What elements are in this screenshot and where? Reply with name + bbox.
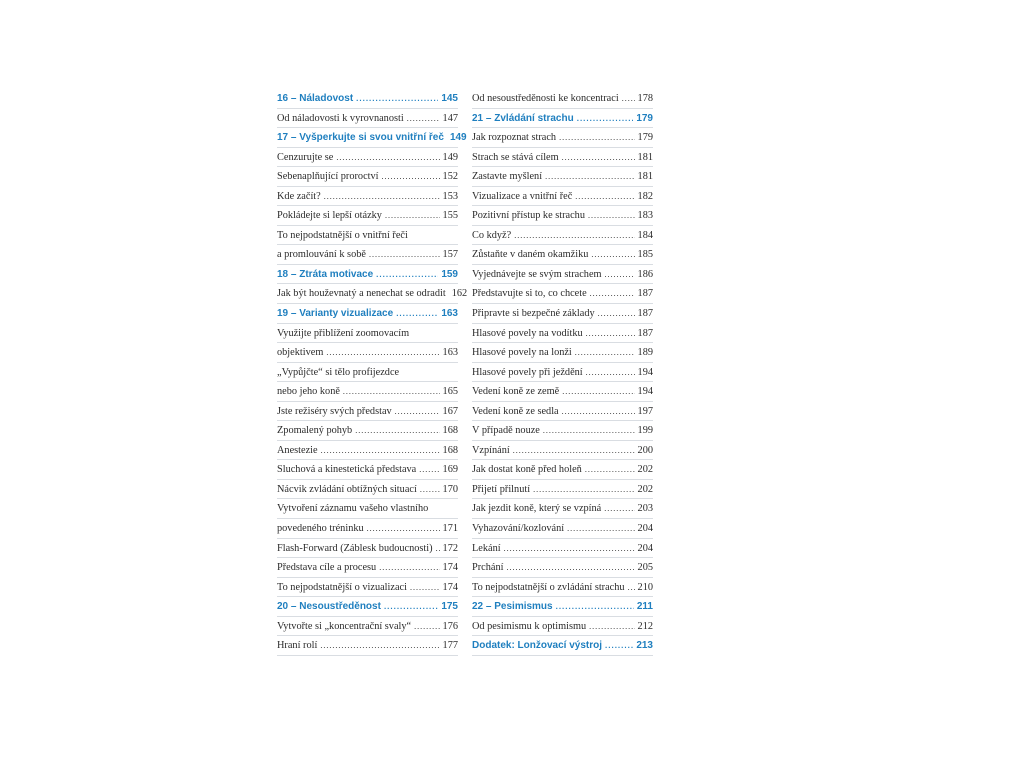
toc-leader-dots: [384, 597, 438, 617]
toc-entry: [277, 382, 458, 402]
toc-page-number: 149: [449, 132, 467, 144]
toc-page-number: 210: [637, 581, 653, 593]
toc-entry: [472, 402, 653, 422]
toc-entry-title: Vzpínání: [472, 444, 510, 456]
toc-entry-title: Kde začít?: [277, 190, 321, 202]
toc-entry-title: Pokládejte si lepší otázky: [277, 210, 382, 222]
toc-entry: [472, 617, 653, 637]
toc-page-number: 169: [442, 464, 458, 476]
toc-entry: [277, 421, 458, 441]
toc-leader-dots: [514, 226, 634, 246]
toc-entry-title: Vizualizace a vnitřní řeč: [472, 190, 573, 202]
toc-entry: [472, 206, 653, 226]
toc-page-number: 204: [637, 523, 653, 535]
toc-entry: [472, 519, 653, 539]
toc-entry: [472, 363, 653, 383]
toc-leader-dots: [379, 558, 439, 578]
toc-chapter-heading: [277, 89, 458, 109]
toc-page-number: 212: [637, 620, 653, 632]
toc-chapter-heading: [472, 597, 653, 617]
toc-entry-title: Jak být houževnatý a nenechat se odradit: [277, 288, 446, 300]
toc-entry-title: Lekání: [472, 542, 501, 554]
toc-page-number: 145: [441, 93, 458, 104]
toc-entry-title: Zpomalený pohyb: [277, 425, 353, 437]
toc-leader-dots: [382, 167, 440, 187]
toc-page-number: 181: [637, 151, 653, 163]
toc-entry: [277, 109, 458, 129]
toc-entry: [472, 382, 653, 402]
toc-page-number: 200: [637, 444, 653, 456]
toc-entry: [277, 519, 458, 539]
toc-leader-dots: [324, 187, 440, 207]
toc-leader-dots: [585, 460, 635, 480]
toc-page-number: 157: [442, 249, 458, 261]
toc-entry: [277, 558, 458, 578]
toc-leader-dots: [410, 578, 440, 598]
toc-leader-dots: [420, 480, 440, 500]
toc-entry-title: povedeného tréninku: [277, 523, 364, 535]
toc-page-number: 163: [442, 347, 458, 359]
toc-entry: [472, 148, 653, 168]
toc-entry-title: Prchání: [472, 562, 504, 574]
toc-leader-dots: [591, 245, 634, 265]
toc-chapter-heading: [277, 597, 458, 617]
toc-entry: [277, 499, 458, 519]
toc-entry-title: Jak jezdit koně, který se vzpíná: [472, 503, 602, 515]
toc-page-number: 178: [637, 93, 653, 104]
toc-entry-title: Anestezie: [277, 444, 318, 456]
toc-entry-title: Od nesoustředěnosti ke koncentraci: [472, 93, 619, 104]
toc-leader-dots: [586, 324, 635, 344]
toc-entry-title: Hlasové povely při ježdění: [472, 366, 583, 378]
toc-leader-dots: [513, 441, 635, 461]
toc-leader-dots: [598, 304, 635, 324]
toc-entry: [472, 421, 653, 441]
toc-page-number: 202: [637, 464, 653, 476]
toc-entry-title: Představujte si to, co chcete: [472, 288, 587, 300]
toc-leader-dots: [575, 187, 634, 207]
toc-page-number: 165: [442, 386, 458, 398]
toc-entry: [472, 128, 653, 148]
toc-entry: [277, 539, 458, 559]
toc-entry-title: „Vypůjčte“ si tělo profijezdce: [277, 366, 400, 378]
toc-entry-title: Nácvik zvládání obtížných situací: [277, 483, 417, 495]
toc-page-number: 183: [637, 210, 653, 222]
toc-page-number: 184: [637, 229, 653, 241]
toc-leader-dots: [562, 402, 635, 422]
toc-entry-title: Co když?: [472, 229, 512, 241]
toc-entry: [472, 265, 653, 285]
toc-leader-dots: [385, 206, 440, 226]
toc-leader-dots: [605, 636, 633, 656]
toc-leader-dots: [533, 480, 634, 500]
toc-leader-dots: [506, 558, 634, 578]
toc-page-number: 174: [442, 562, 458, 574]
toc-page-number: 167: [442, 405, 458, 417]
toc-page-number: 189: [637, 347, 653, 359]
toc-entry-title: 22 – Pesimismus: [472, 601, 553, 613]
toc-entry: [277, 363, 458, 383]
toc-leader-dots: [419, 460, 439, 480]
toc-page-number: 171: [442, 523, 458, 535]
toc-entry-title: Jste režiséry svých představ: [277, 405, 392, 417]
toc-page-number: 181: [637, 171, 653, 183]
toc-leader-dots: [343, 382, 440, 402]
toc-entry: [472, 441, 653, 461]
toc-entry-title: 21 – Zvládání strachu: [472, 112, 574, 124]
toc-entry-title: Cenzurujte se: [277, 151, 334, 163]
toc-entry: [472, 480, 653, 500]
toc-entry: [277, 578, 458, 598]
toc-entry-title: Zastavte myšlení: [472, 171, 543, 183]
toc-entry: [277, 187, 458, 207]
toc-leader-dots: [589, 617, 634, 637]
toc-leader-dots: [604, 499, 634, 519]
toc-entry: [277, 324, 458, 344]
toc-leader-dots: [628, 578, 635, 598]
toc-chapter-heading: [472, 636, 653, 656]
toc-entry-title: Od pesimismu k optimismu: [472, 620, 587, 632]
toc-page-number: 177: [442, 640, 458, 652]
toc-entry: [472, 558, 653, 578]
toc-entry: [472, 226, 653, 246]
toc-chapter-heading: [277, 265, 458, 285]
toc-entry-title: To nejpodstatnější o vizualizaci: [277, 581, 407, 593]
toc-entry-title: Flash-Forward (Záblesk budoucnosti): [277, 542, 433, 554]
toc-entry: [277, 206, 458, 226]
toc-leader-dots: [622, 89, 635, 109]
toc-entry: [277, 226, 458, 246]
toc-entry-title: a promlouvání k sobě: [277, 249, 366, 261]
toc-page-number: 170: [442, 483, 458, 495]
toc-leader-dots: [407, 109, 440, 129]
toc-page-number: 182: [637, 190, 653, 202]
toc-entry-title: To nejpodstatnější o vnitřní řeči: [277, 229, 408, 241]
toc-page-number: 199: [637, 425, 653, 437]
toc-page-number: 168: [442, 444, 458, 456]
toc-entry-title: 18 – Ztráta motivace: [277, 268, 374, 280]
toc-entry: [472, 284, 653, 304]
toc-chapter-heading: [277, 128, 467, 148]
toc-entry-title: Hlasové povely na lonži: [472, 347, 572, 359]
toc-page-number: 175: [441, 601, 458, 613]
toc-entry: [277, 460, 458, 480]
toc-page-number: 194: [637, 366, 653, 378]
toc-page-number: 179: [637, 132, 653, 144]
toc-entry: [472, 324, 653, 344]
toc-chapter-heading: [277, 304, 458, 324]
toc-column-left: [277, 89, 468, 656]
toc-page-number: 149: [442, 151, 458, 163]
toc-entry: [472, 343, 653, 363]
toc-page-number: 204: [637, 542, 653, 554]
toc-entry-title: Představa cíle a procesu: [277, 562, 377, 574]
toc-entry: [277, 441, 458, 461]
toc-page-number: 179: [636, 112, 653, 124]
toc-entry-title: Strach se stává cílem: [472, 151, 559, 163]
toc-leader-dots: [562, 148, 635, 168]
toc-entry-title: 19 – Varianty vizualizace: [277, 308, 394, 320]
toc-page-number: 197: [637, 405, 653, 417]
toc-entry: [277, 167, 458, 187]
toc-entry-title: Zůstaňte v daném okamžiku: [472, 249, 589, 261]
toc-page-number: 203: [637, 503, 653, 515]
toc-entry-title: 17 – Vyšperkujte si svou vnitřní řeč: [277, 132, 444, 144]
toc-leader-dots: [367, 519, 440, 539]
toc-entry-title: Vedení koně ze země: [472, 386, 560, 398]
toc-leader-dots: [321, 441, 440, 461]
toc-entry: [277, 617, 458, 637]
toc-entry-title: Pozitivní přístup ke strachu: [472, 210, 585, 222]
toc-leader-dots: [590, 284, 635, 304]
toc-leader-dots: [414, 617, 439, 637]
toc-entry-title: Připravte si bezpečné základy: [472, 308, 595, 320]
toc-leader-dots: [376, 265, 438, 285]
toc-entry: [472, 167, 653, 187]
toc-page-number: 187: [637, 288, 653, 300]
toc-page-number: 187: [637, 308, 653, 320]
toc-column-right: [472, 89, 653, 656]
toc-entry-title: nebo jeho koně: [277, 386, 340, 398]
toc-leader-dots: [575, 343, 635, 363]
toc-entry-title: Vyhazování/kozlování: [472, 523, 565, 535]
toc-entry: [472, 539, 653, 559]
toc-entry: [472, 499, 653, 519]
toc-page-number: 174: [442, 581, 458, 593]
toc-leader-dots: [559, 128, 634, 148]
toc-entry-title: Sebenaplňující proroctví: [277, 171, 379, 183]
toc-leader-dots: [577, 109, 634, 129]
toc-page-number: 185: [637, 249, 653, 261]
toc-chapter-heading: [472, 109, 653, 129]
toc-page-number: 155: [442, 210, 458, 222]
toc-entry: [277, 402, 458, 422]
toc-entry: [277, 148, 458, 168]
toc-entry: [277, 480, 458, 500]
toc-page-number: 153: [442, 190, 458, 202]
toc-entry: [472, 460, 653, 480]
toc-page-number: 159: [441, 268, 458, 280]
toc-entry: [277, 245, 458, 265]
toc-page-number: 213: [636, 640, 653, 652]
toc-page-number: 152: [442, 171, 458, 183]
toc-entry-title: Jak dostat koně před holeň: [472, 464, 582, 476]
toc-entry-title: Jak rozpoznat strach: [472, 132, 557, 144]
toc-leader-dots: [355, 421, 439, 441]
toc-leader-dots: [395, 402, 440, 422]
toc-leader-dots: [545, 167, 634, 187]
toc-page-number: 187: [637, 327, 653, 339]
toc-entry-title: Přijetí přilnutí: [472, 483, 531, 495]
toc-entry-title: Sluchová a kinestetická představa: [277, 464, 417, 476]
toc-leader-dots: [369, 245, 440, 265]
toc-page-number: 202: [637, 483, 653, 495]
toc-entry-title: To nejpodstatnější o zvládání strachu: [472, 581, 625, 593]
toc-entry-title: Vytvořte si „koncentrační svaly“: [277, 620, 412, 632]
toc-leader-dots: [556, 597, 634, 617]
toc-page-number: 172: [442, 542, 458, 554]
toc-entry-title: Využijte přiblížení zoomovacím: [277, 327, 410, 339]
toc-leader-dots: [586, 363, 635, 383]
toc-entry-title: Hlasové povely na vodítku: [472, 327, 583, 339]
toc-leader-dots: [504, 539, 635, 559]
toc-entry: [472, 578, 653, 598]
toc-entry-title: Vedení koně ze sedla: [472, 405, 559, 417]
toc-entry: [472, 245, 653, 265]
toc-entry: [277, 636, 458, 656]
toc-leader-dots: [605, 265, 635, 285]
toc-page-number: 176: [442, 620, 458, 632]
toc-leader-dots: [588, 206, 635, 226]
toc-leader-dots: [436, 539, 440, 559]
toc-leader-dots: [396, 304, 438, 324]
toc-page-number: 205: [637, 562, 653, 574]
toc-entry: [277, 284, 468, 304]
toc-entry-title: 16 – Náladovost: [277, 93, 354, 104]
toc-entry: [472, 187, 653, 207]
toc-entry-title: Vytvoření záznamu vašeho vlastního: [277, 503, 429, 515]
toc-page-number: 211: [636, 601, 653, 613]
toc-leader-dots: [320, 636, 439, 656]
toc-page-number: 168: [442, 425, 458, 437]
toc-entry: [472, 89, 653, 109]
toc-entry-title: Vyjednávejte se svým strachem: [472, 268, 602, 280]
toc-page-number: 163: [441, 308, 458, 320]
toc-entry: [472, 304, 653, 324]
toc-page-number: 162: [451, 288, 468, 300]
toc-leader-dots: [567, 519, 634, 539]
toc-leader-dots: [562, 382, 634, 402]
toc-leader-dots: [336, 148, 439, 168]
toc-entry-title: Hraní rolí: [277, 640, 318, 652]
toc-page-number: 194: [637, 386, 653, 398]
toc-page-number: 147: [442, 112, 458, 124]
toc-page-number: 186: [637, 268, 653, 280]
toc-leader-dots: [326, 343, 439, 363]
toc-entry-title: V případě nouze: [472, 425, 540, 437]
toc-entry-title: Dodatek: Lonžovací výstroj: [472, 640, 603, 652]
toc-leader-dots: [543, 421, 635, 441]
toc-entry: [277, 343, 458, 363]
toc-entry-title: 20 – Nesoustředěnost: [277, 601, 381, 613]
toc-entry-title: objektivem: [277, 347, 324, 359]
toc-leader-dots: [356, 89, 438, 109]
toc-entry-title: Od náladovosti k vyrovnanosti: [277, 112, 404, 124]
